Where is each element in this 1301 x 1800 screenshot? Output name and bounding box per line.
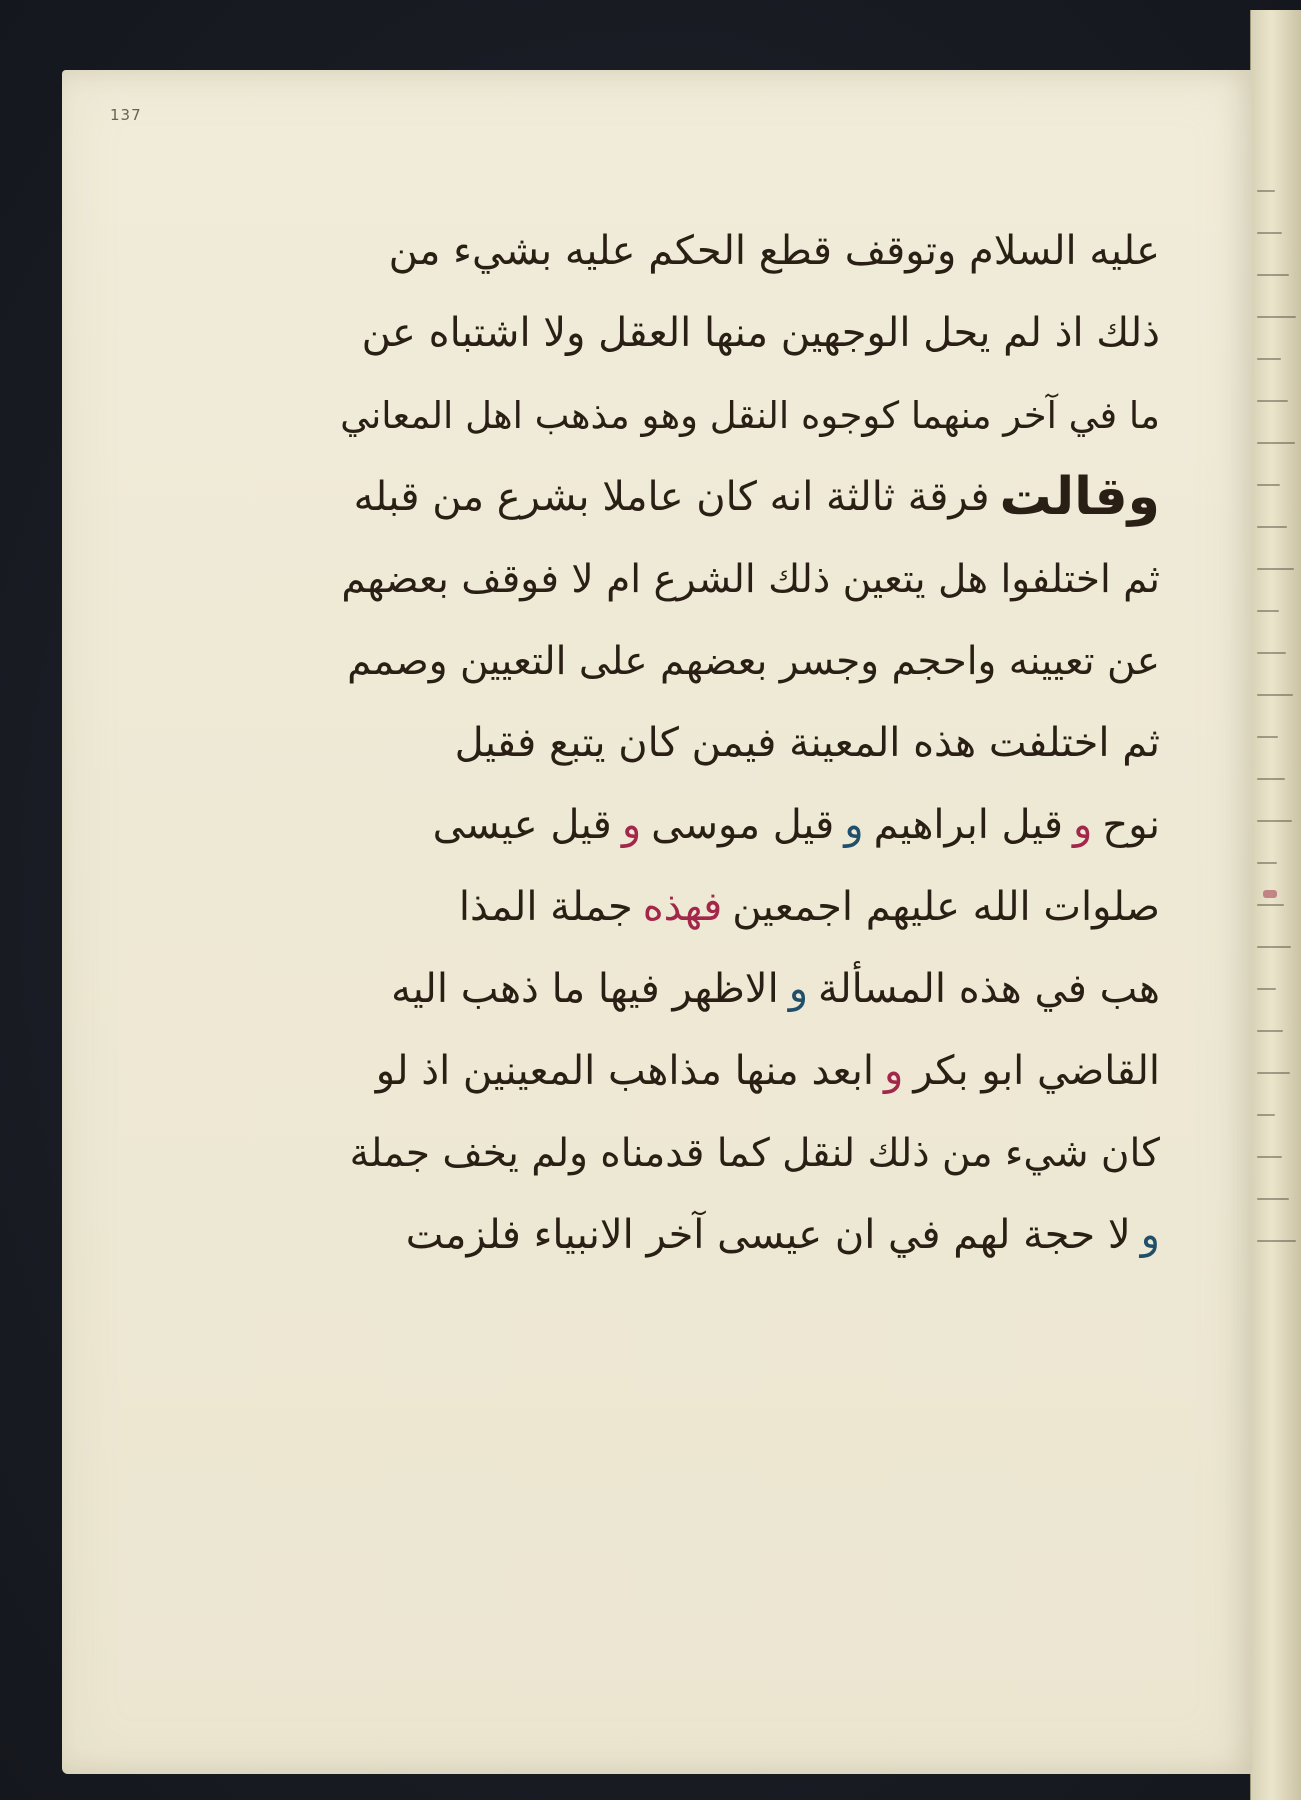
text-segment: لا حجة لهم في ان عيسى آخر الانبياء فلزمت [405, 1212, 1131, 1258]
text-segment: قيل ابراهيم [873, 802, 1064, 848]
ghost-text-line [1257, 484, 1280, 486]
folio-number: 137 [110, 106, 142, 124]
rubric-segment: و [1140, 1212, 1160, 1258]
text-segment: فرقة ثالثة انه كان عاملا بشرع من قبله [353, 474, 990, 520]
ghost-text-line [1257, 1072, 1290, 1074]
text-line [340, 1112, 1160, 1194]
ghost-text-line [1257, 400, 1288, 402]
ghost-text-line [1257, 568, 1294, 570]
ghost-text-line [1257, 1240, 1296, 1242]
ghost-text-line [1257, 862, 1277, 864]
text-block [340, 210, 1160, 1350]
text-segment: الاظهر فيها ما ذهب اليه [391, 966, 779, 1012]
text-segment: ثم اختلفوا هل يتعين ذلك الشرع ام لا فوقف بعضهم [341, 556, 1160, 602]
ghost-text-line [1257, 946, 1291, 948]
text-line [340, 1194, 1160, 1276]
text-segment: ما في آخر منهما كوجوه النقل وهو مذهب اهل المعاني [340, 393, 1160, 437]
ghost-text-line [1257, 610, 1279, 612]
ghost-text-line [1257, 820, 1292, 822]
text-segment: هب في هذه المسألة [818, 966, 1160, 1012]
text-segment: كان شيء من ذلك لنقل كما قدمناه ولم يخف جملة [349, 1130, 1160, 1176]
text-line [340, 538, 1160, 620]
rubric-segment: و [844, 802, 864, 848]
text-line [340, 948, 1160, 1030]
text-segment: وقالت [999, 467, 1160, 527]
ghost-text-line [1257, 526, 1287, 528]
ghost-rubric-mark [1263, 890, 1277, 898]
text-segment: جملة المذا [458, 884, 633, 930]
rubric-segment: و [884, 1048, 904, 1094]
rubric-segment: و [788, 966, 809, 1012]
text-line [340, 210, 1160, 292]
rubric-segment: و [1073, 802, 1093, 848]
ghost-text-line [1257, 778, 1285, 780]
text-line [340, 702, 1160, 784]
ghost-text-line [1257, 358, 1281, 360]
ghost-text-line [1257, 1114, 1275, 1116]
ghost-text-line [1257, 232, 1282, 234]
ghost-text-line [1257, 652, 1286, 654]
text-segment: ذلك اذ لم يحل الوجهين منها العقل ولا اشتباه عن [361, 310, 1160, 356]
ghost-text-line [1257, 190, 1275, 192]
rubric-segment: فهذه [642, 884, 723, 930]
text-segment: عن تعيينه واحجم وجسر بعضهم على التعيين وصمم [347, 638, 1160, 684]
text-segment: قيل موسى [651, 802, 835, 848]
ghost-text-line [1257, 988, 1276, 990]
ghost-text-line [1257, 1030, 1283, 1032]
text-segment: عليه السلام وتوقف قطع الحكم عليه بشيء من [388, 228, 1160, 274]
text-line [340, 784, 1160, 866]
text-segment: ابعد منها مذاهب المعينين اذ لو [375, 1048, 874, 1094]
ghost-text-line [1257, 904, 1284, 906]
rubric-segment: و [621, 802, 642, 848]
ghost-text-line [1257, 442, 1295, 444]
text-line [340, 456, 1160, 538]
ghost-text-line [1257, 1156, 1282, 1158]
ghost-text-line [1257, 694, 1293, 696]
ghost-text-line [1257, 736, 1278, 738]
adjacent-pages-edge [1250, 10, 1301, 1800]
ghost-text-line [1257, 1198, 1289, 1200]
text-segment: القاضي ابو بكر [913, 1048, 1160, 1094]
text-segment: قيل عيسى [432, 802, 612, 848]
text-segment: نوح [1102, 802, 1160, 848]
text-segment: ثم اختلفت هذه المعينة فيمن كان يتبع فقيل [454, 720, 1160, 766]
text-segment: صلوات الله عليهم اجمعين [732, 884, 1160, 930]
ghost-text-line [1257, 316, 1296, 318]
text-line [340, 374, 1160, 456]
text-line [340, 620, 1160, 702]
text-line [340, 1030, 1160, 1112]
text-line [340, 866, 1160, 948]
text-line [340, 292, 1160, 374]
ghost-text-line [1257, 274, 1289, 276]
